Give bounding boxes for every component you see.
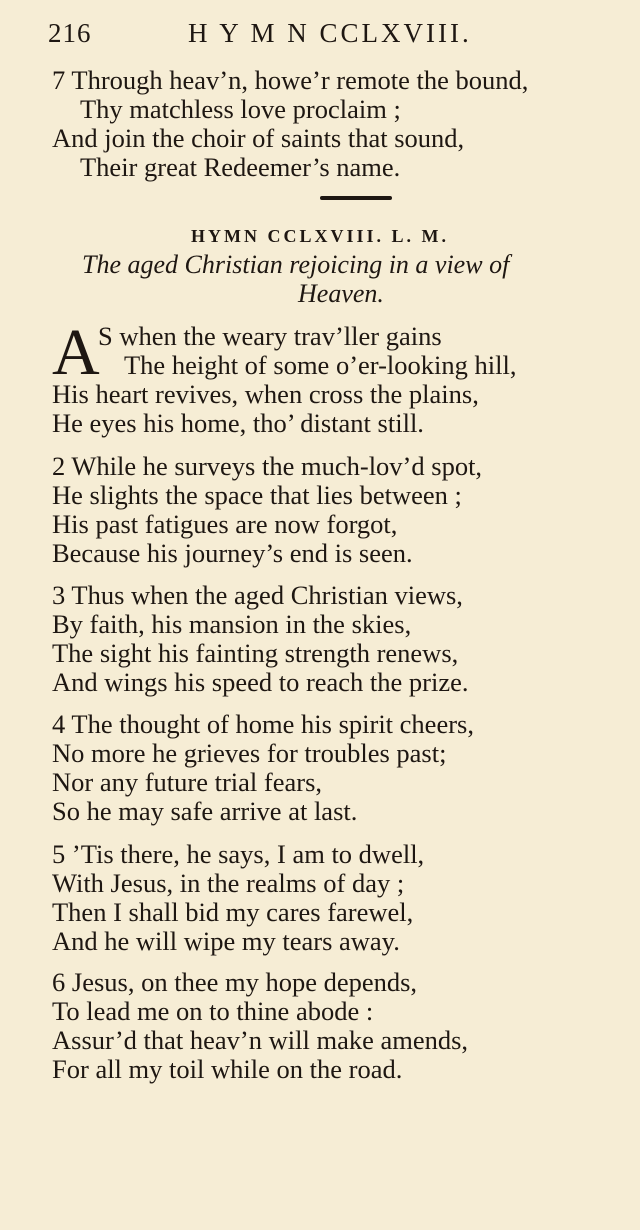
verse-line: He eyes his home, tho’ distant still. (52, 408, 424, 438)
verse-line: 6 Jesus, on thee my hope depends, (52, 967, 418, 997)
verse-line: S when the weary trav’ller gains (98, 321, 442, 351)
verse-line: He slights the space that lies between ; (52, 480, 462, 510)
verse-line: To lead me on to thine abode : (52, 996, 374, 1026)
verse-line: 5 ’Tis there, he says, I am to dwell, (52, 839, 425, 869)
verse-line: 4 The thought of home his spirit cheers, (52, 709, 474, 739)
verse-line: Because his journey’s end is seen. (52, 538, 413, 568)
verse-line: And wings his speed to reach the prize. (52, 667, 469, 697)
verse-line: His past fatigues are now forgot, (52, 509, 398, 539)
drop-cap: A (52, 316, 100, 389)
hymn-subtitle: The aged Christian rejoicing in a view of (82, 250, 510, 279)
verse-line: No more he grieves for troubles past; (52, 738, 447, 768)
page-number: 216 (48, 18, 92, 48)
verse-line: And he will wipe my tears away. (52, 926, 400, 956)
verse-line: Then I shall bid my cares farewel, (52, 897, 414, 927)
verse-line: And join the choir of saints that sound, (52, 123, 465, 153)
verse-line: 2 While he surveys the much-lov’d spot, (52, 451, 483, 481)
hymn-subtitle-continued: Heaven. (298, 279, 384, 308)
hymn-heading: HYMN CCLXVIII. L. M. (191, 226, 449, 246)
verse-line: 3 Thus when the aged Christian views, (52, 580, 463, 610)
verse-line: 7 Through heav’n, howe’r remote the bound, (52, 65, 529, 95)
verse-line: Thy matchless love proclaim ; (80, 94, 401, 124)
running-head (48, 18, 620, 58)
verse-line: The sight his fainting strength renews, (52, 638, 459, 668)
running-title: H Y M N CCLXVIII. (188, 18, 472, 48)
verse-line: His heart revives, when cross the plains, (52, 379, 479, 409)
verse-line: For all my toil while on the road. (52, 1054, 403, 1084)
verse-line: Their great Redeemer’s name. (80, 152, 401, 182)
verse-line: Assur’d that heav’n will make amends, (52, 1025, 469, 1055)
section-divider (320, 196, 392, 200)
verse-line: By faith, his mansion in the skies, (52, 609, 412, 639)
verse-line: The height of some o’er-looking hill, (124, 350, 517, 380)
verse-line: Nor any future trial fears, (52, 767, 323, 797)
verse-line: So he may safe arrive at last. (52, 796, 358, 826)
verse-line: With Jesus, in the realms of day ; (52, 868, 405, 898)
